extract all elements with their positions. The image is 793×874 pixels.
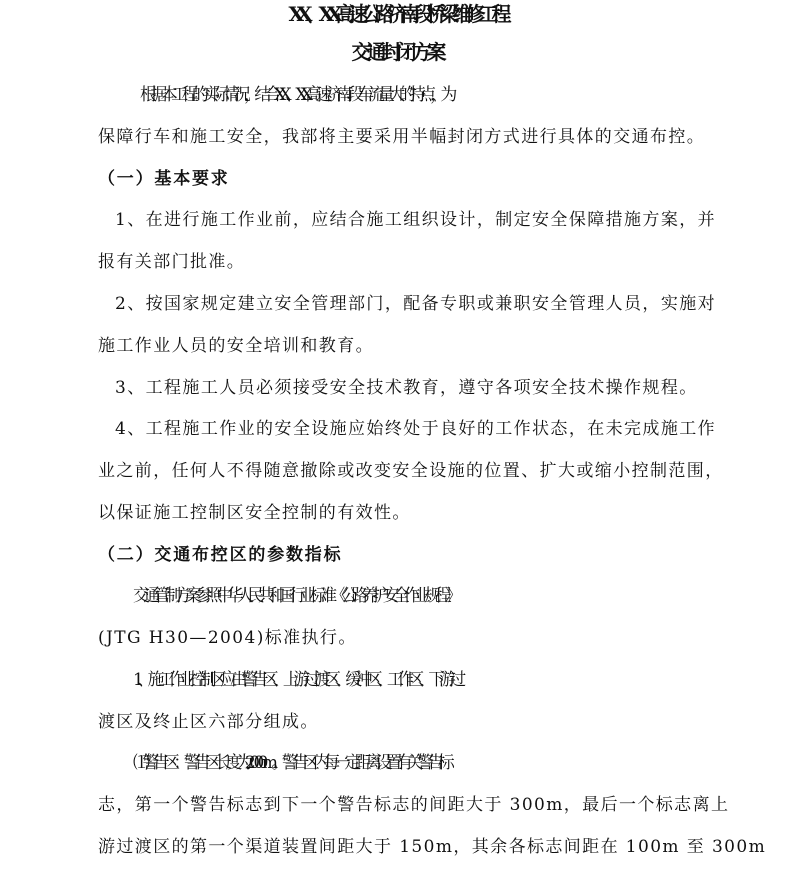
paragraph-line: 报有关部门批准。	[98, 252, 246, 272]
paragraph-line: 3、工程施工人员必须接受安全技术教育，遵守各项安全技术操作规程。	[115, 378, 698, 398]
section-heading: （一）基本要求	[98, 169, 230, 189]
paragraph-line: 以保证施工控制区安全控制的有效性。	[98, 503, 411, 523]
paragraph-line: 交通管制方案参照中华人民共和国行业标准《公路养护安全作业规程》	[133, 586, 456, 606]
paragraph-line: 志，第一个警告标志到下一个警告标志的间距大于 300m，最后一个标志离上	[98, 795, 730, 815]
document-title: XX、XX 高速公路济南段桥梁维修工程	[288, 2, 505, 26]
paragraph-line: 业之前，任何人不得随意撤除或改变安全设施的位置、扩大或缩小控制范围，	[98, 461, 724, 481]
paragraph-line: ⑴ 警告区：警告区长度为 2000m。警告区内每一定距离设置有关警告标	[133, 753, 449, 773]
paragraph-line: (JTG H30—2004)标准执行。	[98, 628, 357, 648]
paragraph-line: 2、按国家规定建立安全管理部门，配备专职或兼职安全管理人员，实施对	[115, 294, 717, 314]
paragraph-line: 施工作业人员的安全培训和教育。	[98, 336, 374, 356]
document-subtitle: 交通封闭方案	[351, 40, 442, 64]
paragraph-line: 根据本工程的实际情况，结合 XX、XX 高速济南段车流量大的特点，为	[140, 85, 451, 105]
paragraph-line: 渡区及终止区六部分组成。	[98, 712, 319, 732]
paragraph-line: 4、工程施工作业的安全设施应始终处于良好的工作状态，在未完成施工作	[115, 419, 717, 439]
paragraph-line: 1、在进行施工作业前，应结合施工组织设计，制定安全保障措施方案，并	[115, 210, 717, 230]
paragraph-line: 1、施工作业控制区应由警告区、上游过渡区、缓冲区、工作区、下游过	[133, 670, 460, 690]
paragraph-line: 游过渡区的第一个渠道装置间距大于 150m，其余各标志间距在 100m 至 300m	[98, 837, 767, 857]
section-heading: （二）交通布控区的参数指标	[98, 545, 343, 565]
paragraph-line: 保障行车和施工安全，我部将主要采用半幅封闭方式进行具体的交通布控。	[98, 127, 706, 147]
